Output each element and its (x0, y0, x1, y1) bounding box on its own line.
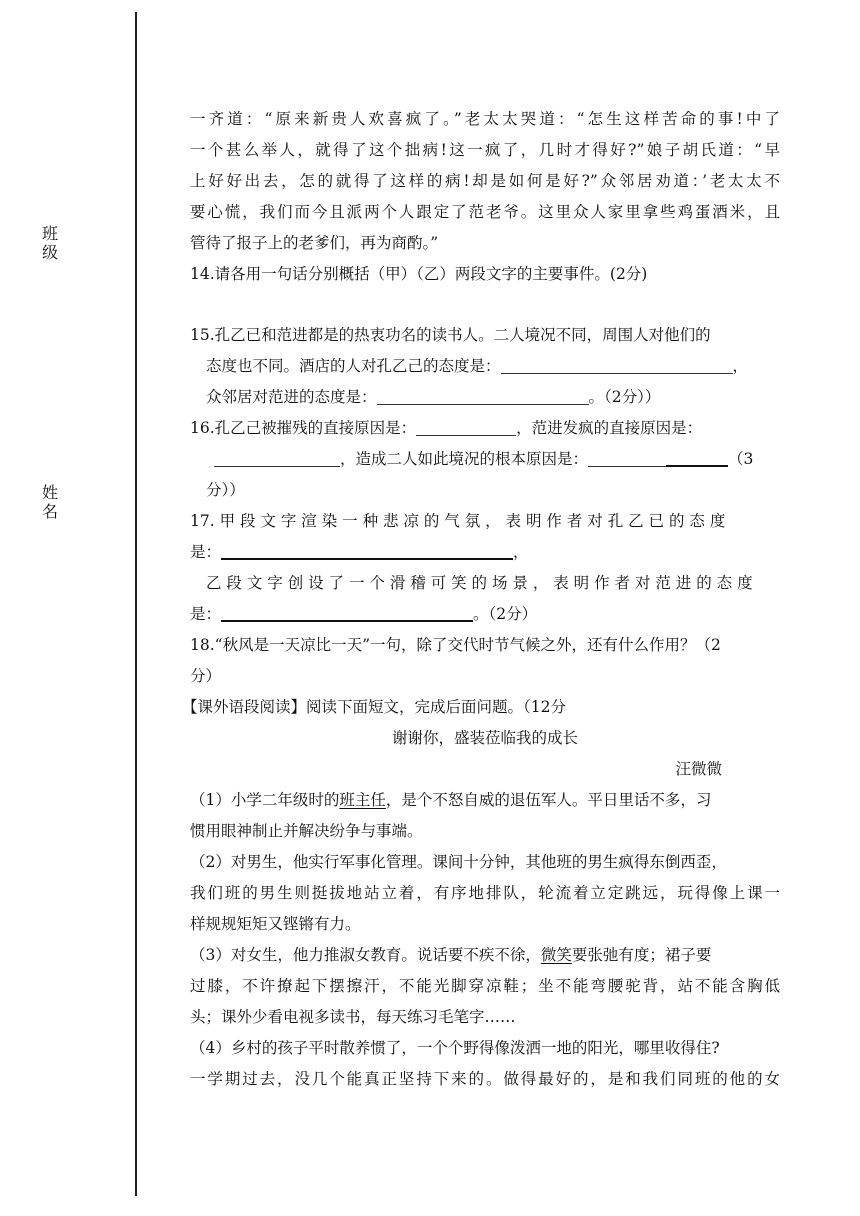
paragraph-4-line: 一学期过去，没几个能真正坚持下来的。做得最好的，是和我们同班的他的女 (190, 1070, 780, 1088)
q15-text: 态度也不同。酒店的人对孔乙己的态度是： (206, 357, 501, 375)
passage-line: 一个甚么举人，就得了这个拙病!这一疯了，几时才得好?”娘子胡氏道：“早 (190, 141, 780, 159)
q16-text: （3 (728, 450, 754, 468)
paragraph-3-line: 过膝，不许撩起下摆擦汗，不能光脚穿凉鞋；坐不能弯腰驼背，站不能含胸低 (190, 977, 780, 995)
underlined-word: 微笑 (540, 946, 572, 964)
q15-text: ， (732, 357, 749, 375)
binding-margin-line (135, 12, 137, 1196)
question-15-line: 15.孔乙已和范进都是的热衷功名的读书人。二人境况不同，周围人对他们的 (190, 326, 711, 344)
answer-blank[interactable] (214, 449, 340, 467)
q17-text: 。（2分） (473, 605, 538, 623)
p1-text: ，是个不怒自威的退伍军人。平日里话不多，习 (385, 791, 712, 809)
exam-content (182, 104, 780, 1095)
passage-line: 一齐道：“原来新贵人欢喜疯了。”老太太哭道：“怎生这样苦命的事!中了 (190, 110, 780, 128)
q15-text: 众邻居对范进的态度是： (206, 388, 377, 406)
q16-text: ，范进发疯的直接原因是： (516, 419, 703, 437)
paragraph-2-line: 样规规矩矩又铿锵有力。 (190, 915, 361, 933)
paragraph-3-line (190, 940, 780, 971)
q17-text: 是： (190, 605, 222, 623)
question-18-line: 分） (190, 667, 222, 685)
paragraph-1-line (190, 785, 780, 816)
answer-space-14 (190, 290, 780, 320)
p3-text: （3）对女生，他力推淑女教育。说话要不疾不徐， (190, 946, 541, 964)
p3-text: 要张弛有度；裙子要 (571, 946, 712, 964)
class-label: 班级 (41, 224, 58, 262)
passage-line: 管待了报子上的老爹们，再为商酌。” (190, 234, 439, 252)
paragraph-2-line: （2）对男生，他实行军事化管理。课间十分钟，其他班的男生疯得东倒西歪， (190, 853, 727, 871)
answer-blank[interactable] (221, 541, 513, 560)
question-17-line: 乙 段 文 字 创 设 了 一 个 滑 稽 可 笑 的 场 景 ， 表 明 作 者 对 范 进 的 态 度 (206, 574, 753, 592)
answer-blank[interactable] (416, 418, 516, 436)
answer-blank[interactable] (377, 387, 589, 405)
question-18-line: 18.“秋风是一天凉比一天”一句，除了交代时节气候之外，还有什么作用？（2 (190, 636, 721, 654)
question-17-line (190, 599, 780, 630)
question-15-line (190, 351, 780, 382)
answer-blank[interactable] (501, 356, 733, 374)
question-16-line: 分）） (206, 481, 245, 499)
underlined-word: 班主任 (339, 791, 386, 809)
q16-text: ，造成二人如此境况的根本原因是： (340, 450, 589, 468)
q16-text: 16.孔乙己被摧残的直接原因是： (190, 419, 417, 437)
answer-blank[interactable] (221, 603, 473, 622)
q15-text: 。（2分）） (588, 388, 661, 406)
paragraph-1-line: 惯用眼神制止并解决纷争与事端。 (190, 822, 423, 840)
article-title: 谢谢你，盛装莅临我的成长 (391, 729, 578, 747)
q17-text: 是： (190, 543, 222, 561)
passage-line: 上好好出去，怎的就得了这样的病!却是如何是好?”众邻居劝道：’老太太不 (190, 172, 780, 190)
p1-text: （1）小学二年级时的 (190, 791, 340, 809)
q17-text: ， (513, 543, 529, 561)
question-16-line (190, 444, 780, 475)
paragraph-3-line: 头；课外少看电视多读书，每天练习毛笔字…… (190, 1008, 516, 1026)
answer-blank[interactable] (588, 449, 666, 467)
answer-blank[interactable] (666, 448, 728, 467)
article-author: 汪微微 (675, 760, 722, 778)
question-14: 14.请各用一句话分别概括（甲）（乙）两段文字的主要事件。(2分) (190, 265, 648, 283)
question-15-line (190, 382, 780, 413)
paragraph-2-line: 我们班的男生则挺拔地站立着，有序地排队，轮流着立定跳远，玩得像上课一 (190, 884, 780, 902)
passage-line: 要心慌，我们而今且派两个人跟定了范老爷。这里众人家里拿些鸡蛋酒米，且 (190, 203, 780, 221)
question-16-line (190, 413, 780, 444)
question-17-line: 17. 甲 段 文 字 渲 染 一 种 悲 凉 的 气 氛 ， 表 明 作 者 对 孔 乙 已 的 态 度 (190, 512, 726, 530)
paragraph-4-line: （4）乡村的孩子平时散养惯了，一个个野得像泼洒一地的阳光，哪里收得住? (190, 1039, 720, 1057)
name-label: 姓名 (41, 483, 58, 521)
question-17-line (190, 537, 780, 568)
section-heading: 【课外语段阅读】阅读下面短文，完成后面问题。（12分 (182, 698, 566, 716)
